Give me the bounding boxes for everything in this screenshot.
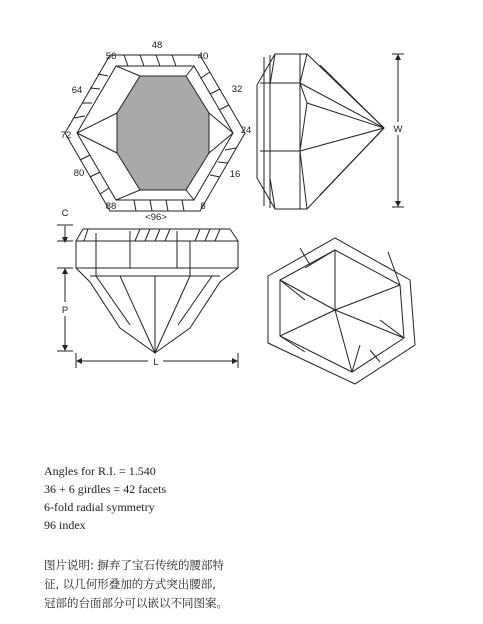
side-view: [257, 54, 384, 209]
index-56: 56: [105, 51, 117, 62]
profile-view: [76, 229, 238, 353]
width-dimension: [392, 54, 404, 207]
caption-line-3: 冠部的台面部分可以嵌以不同图案。: [44, 596, 228, 610]
index-96: <96>: [145, 212, 167, 223]
length-dimension: [76, 353, 238, 368]
spec-facets: 36 + 6 girdles = 42 facets: [44, 482, 167, 496]
index-40: 40: [197, 51, 209, 62]
pavilion-label: P: [61, 305, 69, 316]
crown-view: [65, 55, 245, 211]
index-88: 88: [105, 201, 117, 212]
caption-block: [44, 556, 304, 613]
pavilion-view: [268, 238, 415, 384]
caption-line-1: 图片说明: 摒弃了宝石传统的腰部特: [44, 558, 225, 572]
specs-block: [44, 462, 166, 534]
spec-angles: Angles for R.I. = 1.540: [44, 464, 156, 478]
spec-symmetry: 6-fold radial symmetry: [44, 500, 155, 514]
index-80: 80: [73, 168, 85, 179]
crown-label: C: [61, 208, 69, 219]
crown-dimension: [57, 208, 73, 241]
caption-line-2: 征, 以几何形叠加的方式突出腰部,: [44, 577, 216, 591]
crown-table: [117, 76, 209, 190]
index-64: 64: [71, 85, 83, 96]
index-24: 24: [240, 125, 252, 136]
index-16: 16: [229, 169, 241, 180]
index-32: 32: [231, 84, 243, 95]
length-label: L: [153, 357, 159, 368]
index-48: 48: [151, 40, 163, 51]
pavilion-dimension: [57, 268, 73, 351]
index-8: 8: [200, 201, 206, 212]
width-label: W: [393, 124, 403, 135]
index-72: 72: [60, 130, 72, 141]
spec-index: 96 index: [44, 518, 86, 532]
